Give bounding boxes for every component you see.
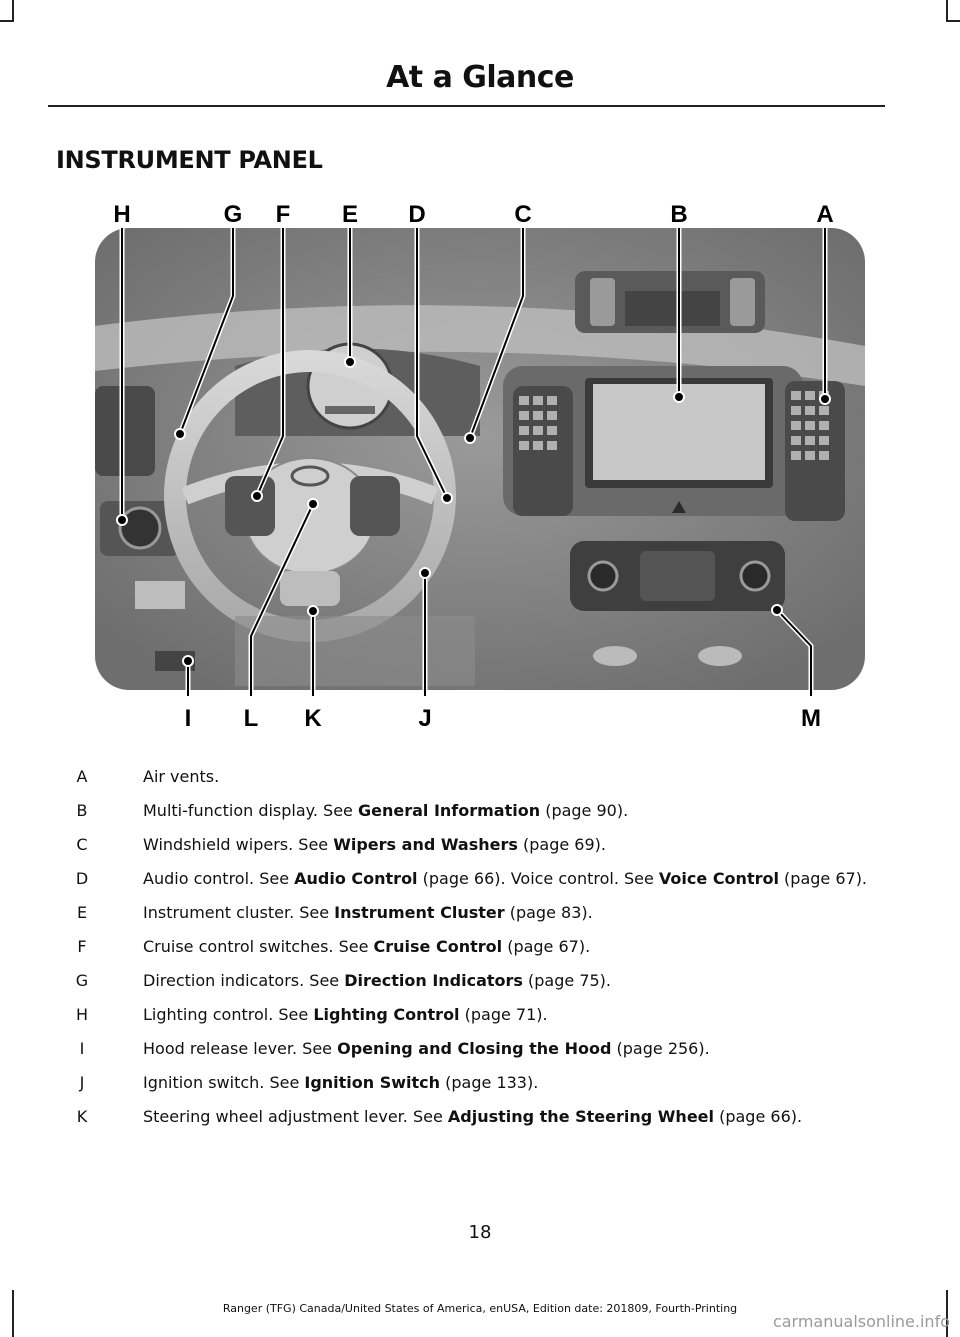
legend-description <box>143 936 886 958</box>
callout-letter: L <box>243 705 259 732</box>
cross-reference-link[interactable]: Ignition Switch <box>304 1073 441 1092</box>
legend-letter: E <box>76 903 88 922</box>
instrument-panel-illustration <box>85 196 875 741</box>
legend-letter: G <box>75 971 89 990</box>
legend-text-part: (page 75). <box>522 971 611 990</box>
legend-item <box>56 1106 886 1128</box>
legend-description <box>143 1004 886 1026</box>
legend-text-part: (page 66). Voice control. See <box>417 869 659 888</box>
cross-reference-link[interactable]: Wipers and Washers <box>333 835 518 854</box>
legend-letter: D <box>75 869 89 888</box>
legend-description <box>143 800 886 822</box>
legend-description <box>143 1038 886 1060</box>
legend-text-part: (page 71). <box>459 1005 548 1024</box>
callout-letter: A <box>816 201 834 228</box>
callout-letter: H <box>113 201 131 228</box>
chapter-title: At a Glance <box>386 60 574 95</box>
crop-mark <box>946 20 960 22</box>
crop-mark <box>0 20 12 22</box>
legend-description <box>143 1106 886 1128</box>
crop-mark <box>12 0 14 22</box>
watermark: carmanualsonline.info <box>772 1312 950 1331</box>
cross-reference-link[interactable]: General Information <box>357 801 541 820</box>
legend-description <box>143 868 886 890</box>
instrument-panel-figure <box>85 196 875 741</box>
page-number: 18 <box>468 1222 492 1243</box>
legend-item <box>56 1004 886 1026</box>
section-heading: INSTRUMENT PANEL <box>56 146 323 174</box>
callout-letter: F <box>275 201 291 228</box>
legend-letter: I <box>79 1039 85 1058</box>
legend-text-part: (page 69). <box>517 835 606 854</box>
callout-letter: B <box>670 201 688 228</box>
legend-item <box>56 868 886 890</box>
legend-item <box>56 766 886 788</box>
legend-text-part: Lighting control. See <box>143 1005 314 1024</box>
legend-item <box>56 800 886 822</box>
legend-description <box>143 902 886 924</box>
cross-reference-link[interactable]: Opening and Closing the Hood <box>337 1039 612 1058</box>
legend-description <box>143 834 886 856</box>
callout-letter: D <box>408 201 426 228</box>
cross-reference-link[interactable]: Adjusting the Steering Wheel <box>447 1107 715 1126</box>
cross-reference-link[interactable]: Direction Indicators <box>344 971 523 990</box>
legend-letter: C <box>76 835 88 854</box>
cross-reference-link[interactable]: Cruise Control <box>373 937 503 956</box>
legend-description <box>143 766 886 788</box>
legend-text-part: (page 90). <box>540 801 629 820</box>
cross-reference-link[interactable]: Instrument Cluster <box>334 903 505 922</box>
callout-letter: C <box>514 201 532 228</box>
callout-letter: E <box>341 201 359 228</box>
legend-text-part: Air vents. <box>143 767 220 786</box>
legend-text-part: (page 256). <box>611 1039 710 1058</box>
legend-text-part: (page 83). <box>504 903 593 922</box>
legend-text-part: Cruise control switches. See <box>143 937 374 956</box>
legend-item <box>56 1038 886 1060</box>
legend-text-part: Instrument cluster. See <box>143 903 335 922</box>
legend-text-part: (page 67). <box>778 869 868 888</box>
legend-letter: A <box>76 767 88 786</box>
legend-text-part: Ignition switch. See <box>143 1073 305 1092</box>
legend-text-part: Steering wheel adjustment lever. See <box>143 1107 448 1126</box>
legend-letter: F <box>77 937 87 956</box>
legend-letter: K <box>76 1107 88 1126</box>
legend-text-part: Audio control. See <box>143 869 295 888</box>
callout-letter: M <box>801 705 821 732</box>
legend-text-part: Direction indicators. See <box>143 971 345 990</box>
legend-text-part: (page 133). <box>440 1073 539 1092</box>
legend-item <box>56 970 886 992</box>
legend-text-part: Multi-function display. See <box>143 801 358 820</box>
callout-letter: J <box>418 705 432 732</box>
callout-letter: I <box>184 705 192 732</box>
cross-reference-link[interactable]: Voice Control <box>658 869 779 888</box>
cross-reference-link[interactable]: Audio Control <box>294 869 418 888</box>
legend-item <box>56 936 886 958</box>
callout-letter: K <box>304 705 322 732</box>
legend-text-part: Windshield wipers. See <box>143 835 334 854</box>
legend-text-part: Hood release lever. See <box>143 1039 338 1058</box>
legend-text-part: (page 66). <box>714 1107 803 1126</box>
cross-reference-link[interactable]: Lighting Control <box>313 1005 460 1024</box>
legend-description <box>143 1072 886 1094</box>
callout-letter: G <box>223 201 243 228</box>
legend-description <box>143 970 886 992</box>
legend-letter: H <box>75 1005 89 1024</box>
legend-list <box>56 766 886 1140</box>
center-left-vent <box>513 386 573 516</box>
legend-letter: J <box>79 1073 85 1092</box>
legend-text-part: (page 67). <box>502 937 591 956</box>
header-divider <box>48 105 885 107</box>
edition-footer: Ranger (TFG) Canada/United States of America, enUSA, Edition date: 201809, Fourth-Printing <box>222 1302 738 1315</box>
crop-mark <box>946 0 948 22</box>
legend-item <box>56 902 886 924</box>
legend-item <box>56 1072 886 1094</box>
legend-item <box>56 834 886 856</box>
legend-letter: B <box>76 801 88 820</box>
